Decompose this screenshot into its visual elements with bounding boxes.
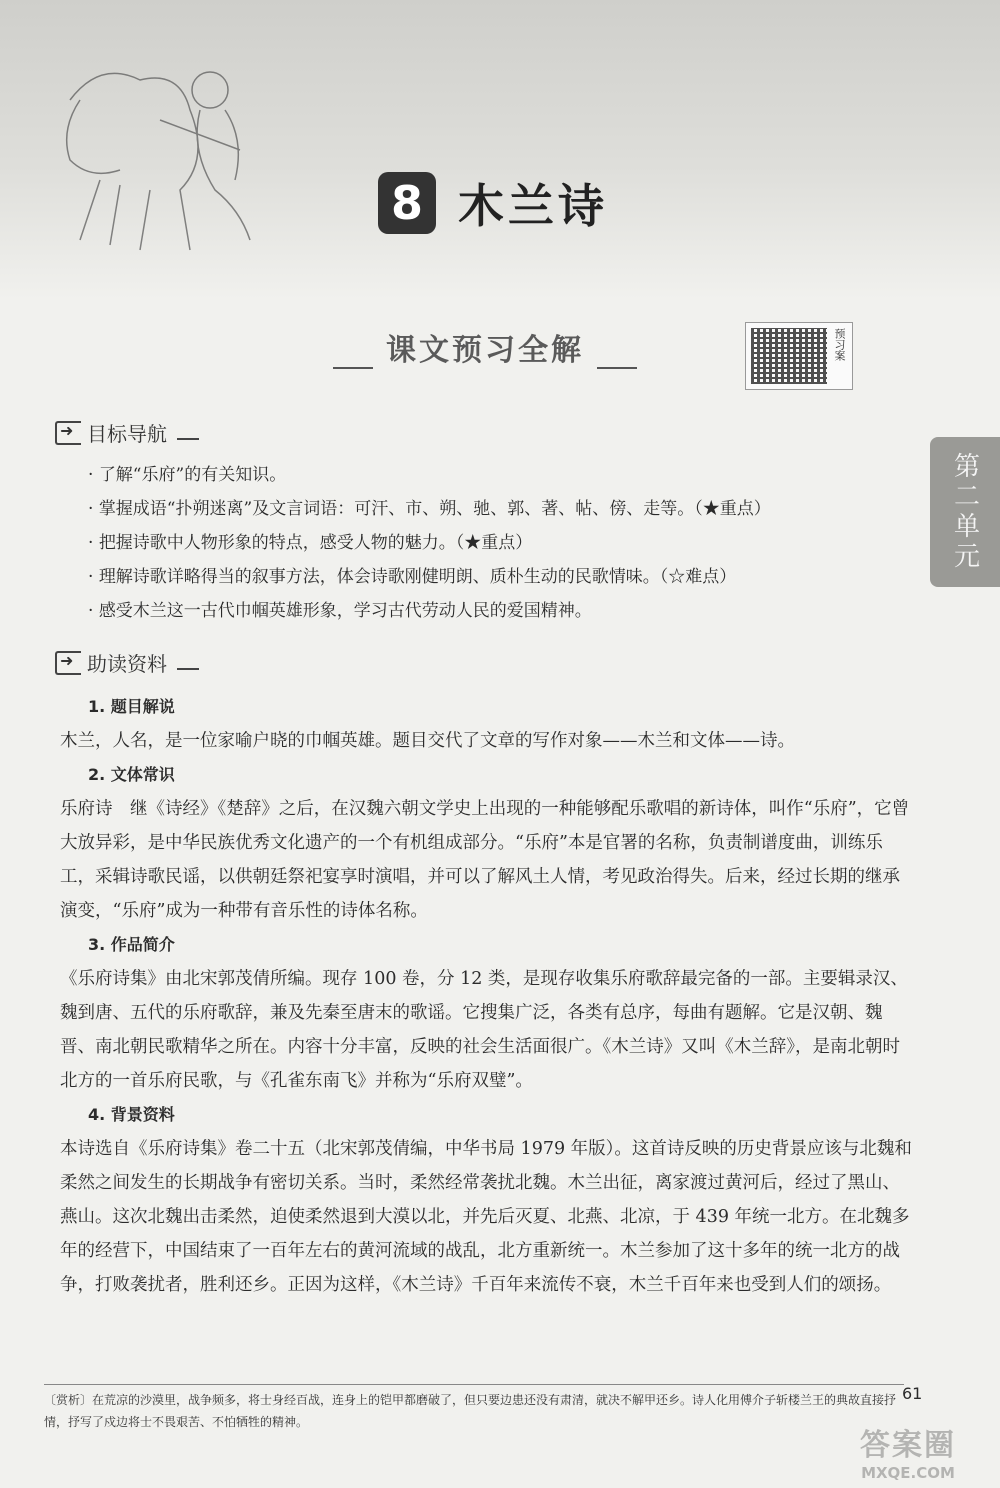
watermark-bottom: MXQE.COM — [861, 1464, 955, 1482]
mulan-horse-illustration — [40, 40, 270, 260]
reading-heading — [55, 648, 199, 677]
qr-code-box[interactable] — [745, 322, 853, 390]
lesson-title: 木兰诗 — [458, 179, 608, 233]
reading-heading-text: 助读资料 — [87, 652, 167, 676]
subsection-text-1: 木兰，人名，是一位家喻户晓的巾帼英雄。题目交代了文章的写作对象——木兰和文体——诗。 — [60, 731, 795, 751]
heading-underline — [177, 668, 199, 670]
lesson-number-badge: 8 — [378, 172, 436, 234]
footnote: 〔赏析〕在荒凉的沙漠里，战争频多，将士身经百战，连身上的铠甲都磨破了，但只要边患还没有肃清，就决不解甲还乡。诗人化用傅介子斩楼兰王的典故直接抒情，抒写了戍边将士不畏艰苦、不怕牺牲的精神。 — [44, 1384, 904, 1433]
watermark-logo — [818, 1418, 998, 1484]
subsection-title-1: 1. 题目解说 — [88, 697, 175, 716]
goals-heading-text: 目标导航 — [87, 422, 167, 446]
qr-code-icon — [751, 328, 827, 384]
title-rule-right — [597, 367, 637, 369]
qr-label: 预习案 — [833, 328, 846, 361]
list-item: · 把握诗歌中人物形象的特点，感受人物的魅力。（★重点） — [88, 526, 918, 560]
unit-side-tab: 第二单元 — [930, 437, 1000, 587]
list-item: · 了解“乐府”的有关知识。 — [88, 458, 918, 492]
section-title-text: 课文预习全解 — [386, 333, 584, 368]
lesson-title-block — [378, 168, 608, 238]
reading-body — [60, 690, 915, 1302]
list-item: · 感受木兰这一古代巾帼英雄形象，学习古代劳动人民的爱国精神。 — [88, 594, 918, 628]
heading-underline — [177, 438, 199, 440]
arrow-right-icon — [55, 421, 81, 445]
list-item: · 理解诗歌详略得当的叙事方法，体会诗歌刚健明朗、质朴生动的民歌情味。（☆难点） — [88, 560, 918, 594]
page-number: 61 — [902, 1384, 923, 1403]
subsection-title-2: 2. 文体常识 — [88, 765, 175, 784]
watermark-top: 答案圈 — [860, 1428, 956, 1463]
arrow-right-icon — [55, 651, 81, 675]
goal-list — [88, 458, 918, 628]
subsection-text-4: 本诗选自《乐府诗集》卷二十五（北宋郭茂倩编，中华书局 1979 年版）。这首诗反映的历史背景应该与北魏和柔然之间发生的长期战争有密切关系。当时，柔然经常袭扰北魏。木兰出征，离家渡过黄河后，经过了黑山、燕山。这次北魏出击柔然，迫使柔然退到大漠以北，并先后灭夏、北燕、北凉，于 439 年统一北方。在北魏多年的经营下，中国结束了一百年左右的黄河流域的战乱，北方重新统一。木兰参加了这十多年的统一北方的战争，打败袭扰者，胜利还乡。正因为这样，《木兰诗》千百年来流传不衰，木兰千百年来也受到人们的颂扬。 — [60, 1139, 912, 1295]
title-rule-left — [333, 367, 373, 369]
subsection-text-2: 乐府诗 继《诗经》《楚辞》之后，在汉魏六朝文学史上出现的一种能够配乐歌唱的新诗体，叫作“乐府”，它曾大放异彩，是中华民族优秀文化遗产的一个有机组成部分。“乐府”本是官署的名称，负责制谱度曲，训练乐工，采辑诗歌民谣，以供朝廷祭祀宴享时演唱，并可以了解风土人情，考见政治得失。后来，经过长期的继承演变，“乐府”成为一种带有音乐性的诗体名称。 — [60, 799, 910, 921]
subsection-text-3: 《乐府诗集》由北宋郭茂倩所编。现存 100 卷，分 12 类，是现存收集乐府歌辞最完备的一部。主要辑录汉、魏到唐、五代的乐府歌辞，兼及先秦至唐末的歌谣。它搜集广泛，各类有总序，每曲有题解。它是汉朝、魏晋、南北朝民歌精华之所在。内容十分丰富，反映的社会生活面很广。《木兰诗》又叫《木兰辞》，是南北朝时北方的一首乐府民歌，与《孔雀东南飞》并称为“乐府双璧”。 — [60, 969, 908, 1091]
goals-heading — [55, 418, 199, 447]
list-item: · 掌握成语“扑朔迷离”及文言词语：可汗、市、朔、驰、郭、著、帖、傍、走等。（★重点） — [88, 492, 918, 526]
subsection-title-3: 3. 作品简介 — [88, 935, 175, 954]
section-title — [320, 325, 650, 369]
subsection-title-4: 4. 背景资料 — [88, 1105, 175, 1124]
